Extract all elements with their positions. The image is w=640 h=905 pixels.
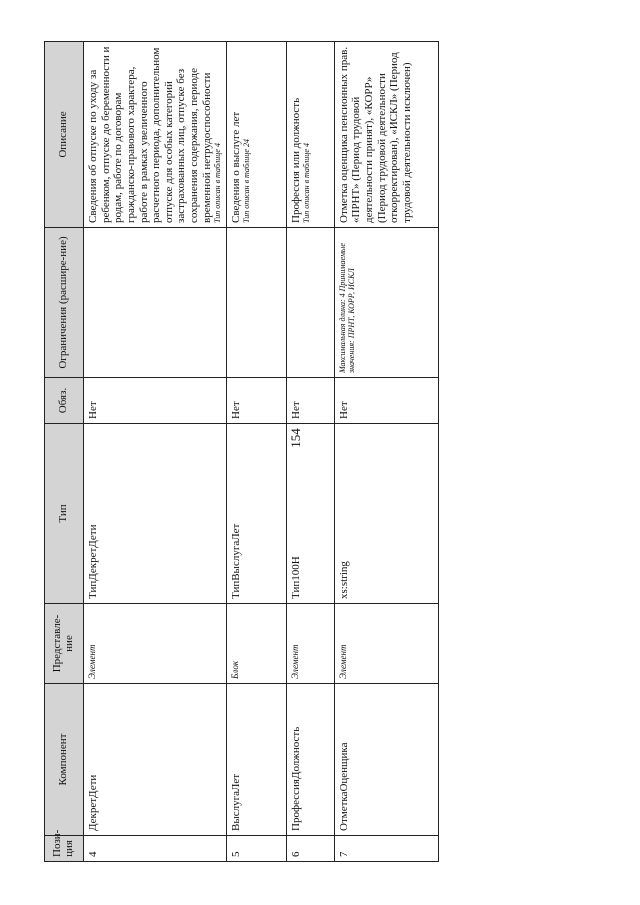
description-type-note: Тип описан в таблице 4 (302, 143, 312, 223)
cell-type: xs:string (334, 424, 438, 604)
cell-obligatory: Нет (226, 378, 286, 424)
header-type: Тип (45, 424, 84, 604)
cell-type: ТипВыслугаЛет (226, 424, 286, 604)
description-type-note: Тип описан в таблице 4 (213, 143, 223, 223)
table-row (334, 42, 438, 862)
cell-component: ОтметкаОценщика (334, 684, 438, 836)
description-text: Сведения об отпуске по уходу за ребенком, отпуске до беременности и родам, работе по договорам гражданско-правового характера, работе в рамках увеличенного расчетного периода, дополнительном отпуске для особых категорий застрахованных лиц, отпуске без сохранения содержания, периоде временной нетрудоспособности (87, 46, 213, 223)
cell-description (286, 42, 334, 228)
table-row (84, 42, 227, 862)
constraints-text: Максимальная длина: 4 Принимаемые значения: ПРНТ, КОРР, ИСКЛ (337, 243, 356, 373)
cell-representation: Элемент (334, 604, 438, 684)
cell-position: 7 (334, 836, 438, 862)
cell-constraints (226, 228, 286, 378)
cell-description (334, 42, 438, 228)
cell-obligatory: Нет (84, 378, 227, 424)
header-obligatory: Обяз. (45, 378, 84, 424)
cell-representation: Блок (226, 604, 286, 684)
spec-table (44, 41, 439, 862)
cell-constraints (334, 228, 438, 378)
cell-description (226, 42, 286, 228)
cell-position: 5 (226, 836, 286, 862)
cell-type: ТипДекретДети (84, 424, 227, 604)
header-component: Компонент (45, 684, 84, 836)
cell-position: 6 (286, 836, 334, 862)
cell-component: ПрофессияДолжность (286, 684, 334, 836)
rotated-table-container (44, 42, 420, 862)
table-row (286, 42, 334, 862)
cell-obligatory: Нет (286, 378, 334, 424)
cell-component: ДекретДети (84, 684, 227, 836)
cell-constraints (84, 228, 227, 378)
cell-component: ВыслугаЛет (226, 684, 286, 836)
cell-position: 4 (84, 836, 227, 862)
description-text: Сведения о выслуге лет (229, 111, 242, 223)
header-position: Пози-ция (45, 836, 84, 862)
cell-representation: Элемент (84, 604, 227, 684)
table-header-row (45, 42, 84, 862)
table-row (226, 42, 286, 862)
cell-description (84, 42, 227, 228)
header-representation: Представле-ние (45, 604, 84, 684)
page-number: 154 (287, 428, 303, 448)
cell-representation: Элемент (286, 604, 334, 684)
cell-type: Тип100Н (286, 424, 334, 604)
cell-constraints (286, 228, 334, 378)
description-type-note: Тип описан в таблице 24 (242, 139, 252, 223)
description-text: Профессия или должность (289, 97, 302, 223)
header-description: Описание (45, 42, 84, 228)
description-text: Отметка оценщика пенсионных прав. «ПРНТ» (Период трудовой деятельности принят), «КОРР» (Период трудовой деятельности откорректирован), «ИСКЛ» (Период трудовой деятельности исключен) (337, 46, 413, 223)
cell-obligatory: Нет (334, 378, 438, 424)
header-constraints: Ограничения (расшире-ние) (45, 228, 84, 378)
